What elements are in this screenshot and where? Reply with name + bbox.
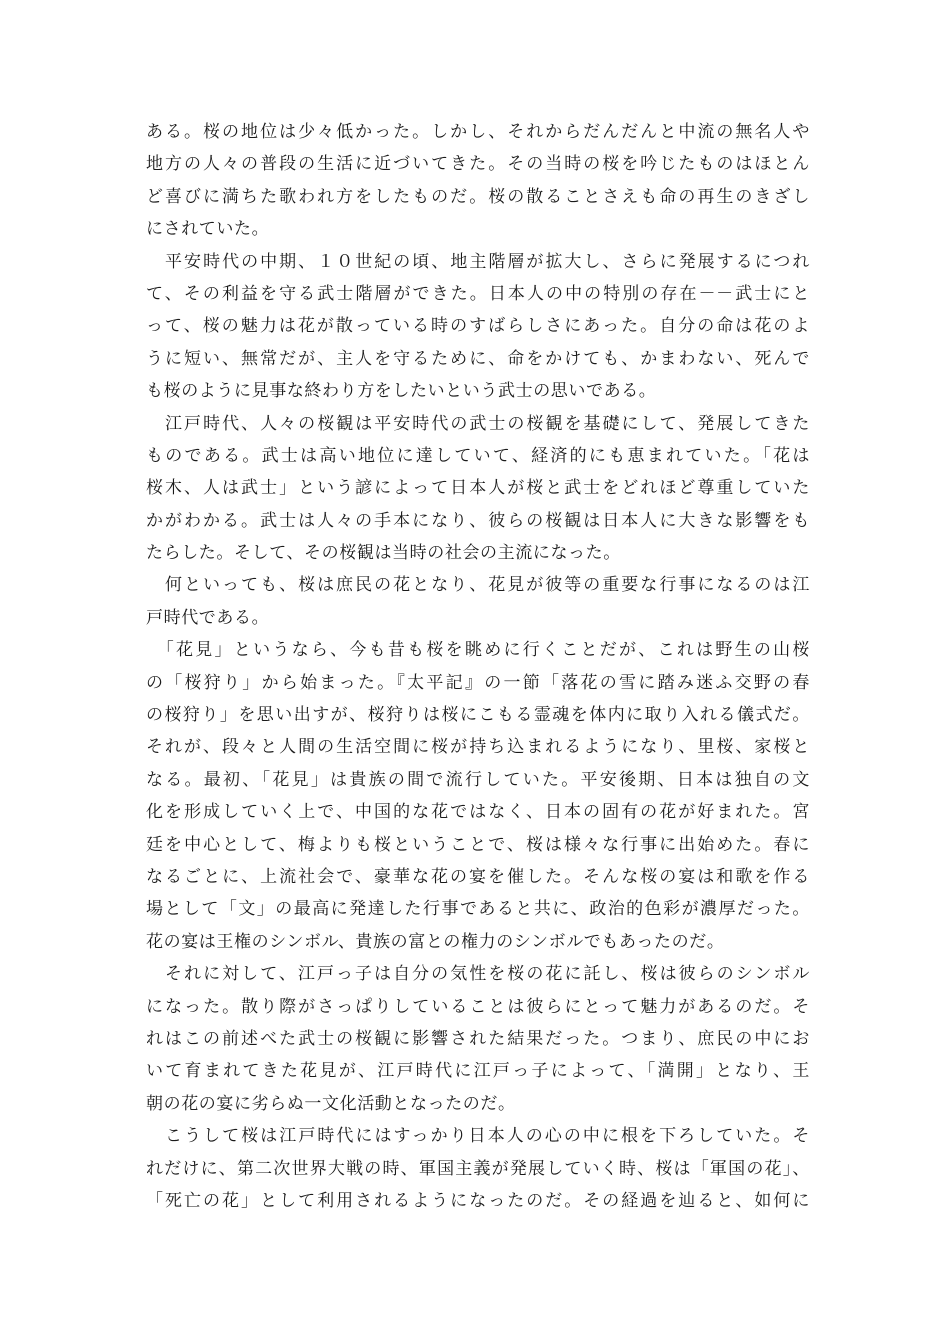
text-line: 花の宴は王権のシンボル、貴族の富との権力のシンボルでもあったのだ。	[146, 931, 725, 952]
text-line: こうして桜は江戸時代にはすっかり日本人の心の中に根を下ろしていた。そ	[146, 1126, 810, 1147]
text-line: なる。最初、「花見」は貴族の間で流行していた。平安後期、日本は独自の文	[146, 769, 810, 790]
text-line: 廷を中心として、梅よりも桜ということで、桜は様々な行事に出始めた。春に	[146, 834, 810, 855]
text-line: 平安時代の中期、１０世紀の頃、地主階層が拡大し、さらに発展するにつれ	[146, 251, 810, 272]
text-line: になった。散り際がさっぱりしていることは彼らにとって魅力があるのだ。そ	[146, 996, 810, 1017]
text-line: 朝の花の宴に劣らぬ一文化活動となったのだ。	[146, 1093, 516, 1114]
text-line: いて育まれてきた花見が、江戸時代に江戸っ子によって、「満開」となり、王	[146, 1061, 810, 1082]
text-line: て、その利益を守る武士階層ができた。日本人の中の特別の存在－－武士にと	[146, 283, 810, 304]
text-line: 桜木、人は武士」という諺によって日本人が桜と武士をどれほど尊重していた	[146, 478, 810, 499]
text-line: それに対して、江戸っ子は自分の気性を桜の花に託し、桜は彼らのシンボル	[146, 964, 810, 985]
text-line: ど喜びに満ちた歌われ方をしたものだ。桜の散ることさえも命の再生のきざし	[146, 186, 810, 207]
text-line: 化を形成していく上で、中国的な花ではなく、日本の固有の花が好まれた。宮	[146, 802, 810, 823]
text-line: 戸時代である。	[146, 607, 270, 628]
text-line: それが、段々と人間の生活空間に桜が持ち込まれるようになり、里桜、家桜と	[146, 737, 810, 758]
text-line: なるごとに、上流社会で、豪華な花の宴を催した。そんな桜の宴は和歌を作る	[146, 866, 810, 887]
text-line: も桜のように見事な終わり方をしたいという武士の思いである。	[146, 381, 657, 402]
text-line: れはこの前述べた武士の桜観に影響された結果だった。つまり、庶民の中にお	[146, 1028, 810, 1049]
text-line: れだけに、第二次世界大戦の時、軍国主義が発展していく時、桜は「軍国の花」、	[146, 1158, 810, 1179]
text-line: の「桜狩り」から始まった。『太平記』の一節「落花の雪に踏み迷ふ交野の春	[146, 672, 810, 693]
text-line: 何といっても、桜は庶民の花となり、花見が彼等の重要な行事になるのは江	[146, 575, 810, 596]
text-line: 「花見」というなら、今も昔も桜を眺めに行くことだが、これは野生の山桜	[146, 640, 810, 661]
text-line: うに短い、無常だが、主人を守るために、命をかけても、かまわない、死んで	[146, 348, 810, 369]
text-line: の桜狩り」を思い出すが、桜狩りは桜にこもる霊魂を体内に取り入れる儀式だ。	[146, 705, 810, 726]
text-line: 場として「文」の最高に発達した行事であると共に、政治的色彩が濃厚だった。	[146, 899, 810, 920]
text-line: ものである。武士は高い地位に達していて、経済的にも恵まれていた。「花は	[146, 445, 810, 466]
text-line: 「死亡の花」として利用されるようになったのだ。その経過を辿ると、如何に	[146, 1190, 810, 1211]
text-line: かがわかる。武士は人々の手本になり、彼らの桜観は日本人に大きな影響をも	[146, 510, 810, 531]
text-line: 地方の人々の普段の生活に近づいてきた。その当時の桜を吟じたものはほとん	[146, 154, 810, 175]
text-line: ある。桜の地位は少々低かった。しかし、それからだんだんと中流の無名人や	[146, 122, 810, 142]
text-line: にされていた。	[146, 219, 270, 240]
text-line: って、桜の魅力は花が散っている時のすばらしさにあった。自分の命は花のよ	[146, 316, 810, 337]
body-text	[146, 116, 810, 1217]
text-line: 江戸時代、人々の桜観は平安時代の武士の桜観を基礎にして、発展してきた	[146, 413, 810, 434]
text-line: たらした。そして、その桜観は当時の社会の主流になった。	[146, 543, 621, 564]
